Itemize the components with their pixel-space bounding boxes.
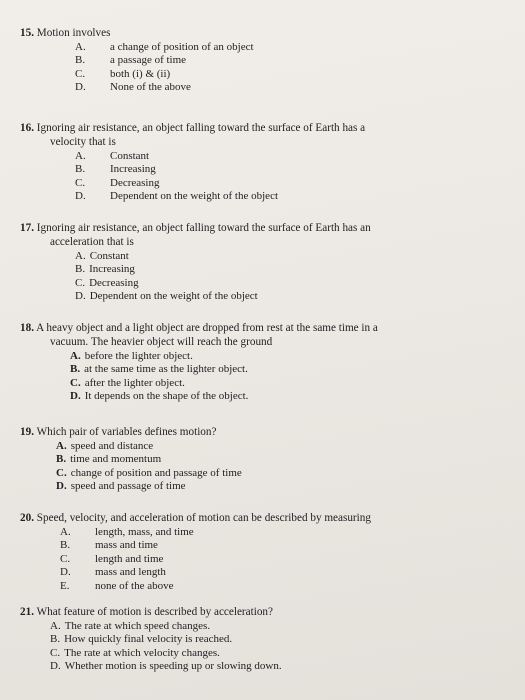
option-letter: D. [56,480,67,493]
option-text: change of position and passage of time [70,466,242,479]
option-letter: A. [75,250,86,262]
option-letter: B. [56,453,67,466]
option-text: length and time [95,552,164,565]
option [50,647,510,660]
option [70,390,510,403]
option-text: The rate at which velocity changes. [64,646,220,659]
option-text: a change of position of an object [110,41,254,53]
option [75,54,510,67]
question-19 [20,425,510,494]
question-text: Motion involves [36,27,111,39]
option-letter: B. [75,263,86,276]
option-text: at the same time as the lighter object. [84,363,248,376]
emphasized-term: velocity [50,136,87,148]
question-number: 21. [20,606,34,618]
option-text: mass and time [95,539,158,552]
question-text: What feature of motion is described by acceleration? [36,606,273,618]
question-17 [20,221,510,304]
option-letter: D. [70,390,81,403]
option [75,250,510,263]
question-stem [20,605,510,619]
options-list [20,150,510,204]
option [50,620,510,633]
question-stem [20,511,510,525]
option-text: Increasing [110,163,156,176]
option-letter: B. [70,363,81,376]
options-list [20,526,510,593]
emphasized-term: acceleration [50,236,105,248]
option [60,580,510,593]
option [75,277,510,290]
option [56,467,510,480]
question-stem [20,425,510,439]
option-letter: A. [56,440,67,452]
option [50,660,510,673]
option [75,163,510,176]
option-text: Dependent on the weight of the object [110,190,279,203]
option-text: Decreasing [89,276,139,289]
option-letter: C. [75,176,86,189]
option-text: mass and length [95,566,166,579]
question-stem [20,321,510,335]
option-letter: B. [75,54,86,67]
question-text-rest: that is [88,136,116,148]
question-number: 16. [20,122,34,134]
question-stem-continued [20,135,510,149]
option [75,290,510,303]
option-text: speed and distance [70,440,154,452]
option [50,633,510,646]
option-letter: E. [60,579,70,592]
option-text: time and momentum [70,453,162,466]
option-letter: A. [60,526,71,538]
option [75,150,510,163]
question-text: A heavy object and a light object are dropped from rest at the same time in a [36,322,378,334]
option [75,41,510,54]
option [56,453,510,466]
option-text: before the lighter object. [84,350,193,362]
option-letter: A. [75,41,86,53]
option-text: Constant [110,150,150,162]
option-text: speed and passage of time [70,480,186,493]
option-text: a passage of time [110,54,187,67]
question-20 [20,511,510,593]
option-letter: C. [56,466,67,479]
option-letter: C. [70,376,81,389]
question-stem [20,26,510,40]
option [60,539,510,552]
emphasized-term: vacuum. [50,336,89,348]
option-letter: A. [70,350,81,362]
question-number: 20. [20,512,34,524]
option-letter: D. [75,290,86,303]
option-text: none of the above [95,579,174,592]
option-text: after the lighter object. [84,376,185,389]
options-list [20,41,510,95]
option [75,190,510,203]
question-text: Ignoring air resistance, an object falling toward the surface of Earth has a [36,122,366,134]
question-21 [20,605,510,674]
option-text: The rate at which speed changes. [64,620,211,632]
option-letter: B. [75,163,86,176]
question-stem-continued [20,235,510,249]
option [70,350,510,363]
question-stem-continued [20,335,510,349]
question-stem [20,221,510,235]
option-letter: B. [50,633,61,646]
question-text: Which pair of variables defines motion? [36,426,217,438]
question-text-rest: that is [106,236,134,248]
options-list [20,250,510,304]
option [75,263,510,276]
option-text: Constant [89,250,129,262]
option [56,440,510,453]
option [70,363,510,376]
question-number: 19. [20,426,34,438]
option [60,553,510,566]
option-letter: D. [50,660,61,673]
question-number: 15. [20,27,34,39]
question-text: Ignoring air resistance, an object falling toward the surface of Earth has an [36,222,371,234]
options-list [20,620,510,674]
option-text: It depends on the shape of the object. [84,390,249,403]
option-letter: C. [50,646,61,659]
options-list [20,350,510,404]
option-text: Increasing [89,263,135,276]
option-letter: D. [75,81,86,94]
option [75,81,510,94]
option-text: Decreasing [110,176,160,189]
option-letter: D. [60,566,71,579]
option-letter: A. [50,620,61,632]
option-text: both (i) & (ii) [110,67,171,80]
question-number: 18. [20,322,34,334]
option-letter: C. [60,552,71,565]
question-15 [20,26,510,95]
options-list [20,440,510,494]
option [75,68,510,81]
option-text: length, mass, and time [95,526,194,538]
option-letter: A. [75,150,86,162]
option [60,566,510,579]
question-18 [20,321,510,404]
option [75,177,510,190]
question-stem [20,121,510,135]
option-letter: D. [75,190,86,203]
option-letter: B. [60,539,71,552]
option [56,480,510,493]
option-text: Whether motion is speeding up or slowing down. [64,660,282,673]
question-number: 17. [20,222,34,234]
option-text: None of the above [110,81,191,94]
option-letter: C. [75,276,86,289]
question-text: Speed, velocity, and acceleration of motion can be described by measuring [36,512,371,524]
question-16 [20,121,510,204]
option-text: How quickly final velocity is reached. [64,633,233,646]
question-text-rest: The heavier object will reach the ground [90,336,273,348]
option-letter: C. [75,67,86,80]
option-text: Dependent on the weight of the object [89,290,258,303]
option [70,377,510,390]
option [60,526,510,539]
